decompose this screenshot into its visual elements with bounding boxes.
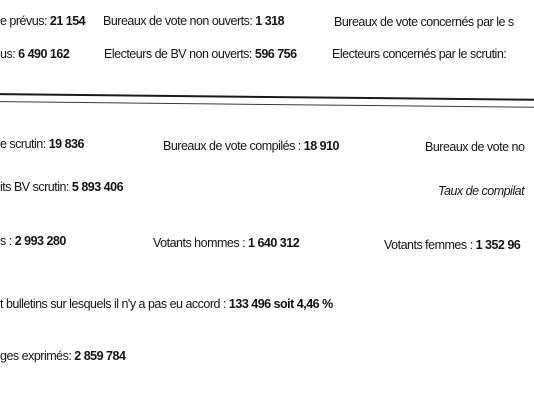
electeurs-bv-non-ouverts-line — [104, 47, 297, 61]
votants-femmes-label: Votants femmes : — [384, 238, 473, 252]
bv-non-compiles-line — [425, 140, 524, 154]
bv-compiles-label: Bureaux de vote compilés : — [163, 139, 301, 153]
electeurs-bv-scrutin-label: its BV scrutin: — [0, 180, 69, 194]
bv-concernes-line — [334, 15, 514, 29]
electeurs-bv-non-ouverts-value: 596 756 — [254, 47, 297, 61]
suffrages-exprimes-label: ges exprimés: — [0, 349, 72, 363]
votants-femmes-line — [384, 238, 520, 252]
bv-compiles-line — [163, 139, 339, 153]
separator-rule-thin — [0, 101, 534, 108]
votants-value: 2 993 280 — [14, 234, 66, 248]
electeurs-inscrits-line — [0, 47, 69, 61]
electeurs-bv-scrutin-line — [0, 180, 123, 194]
suffrages-exprimes-line — [0, 349, 125, 363]
bv-scrutin-line — [0, 137, 84, 151]
electeurs-inscrits-label: us: — [0, 47, 16, 61]
bv-scrutin-label: e scrutin: — [0, 137, 46, 151]
votants-femmes-value: 1 352 96 — [475, 238, 521, 252]
electeurs-concernes-label: Electeurs concernés par le scrutin: — [332, 47, 507, 61]
electeurs-inscrits-value: 6 490 162 — [18, 47, 70, 61]
bulletins-litigieux-label: t bulletins sur lesquels il n'y a pas eu accord : — [0, 297, 226, 311]
suffrages-exprimes-value: 2 859 784 — [74, 349, 126, 363]
bv-non-ouverts-value: 1 318 — [255, 14, 285, 28]
bulletins-litigieux-line — [0, 297, 333, 311]
separator-rule — [0, 93, 534, 101]
prevus-value: 21 154 — [49, 14, 86, 28]
votants-label: s : — [0, 234, 12, 248]
votants-hommes-line — [153, 236, 299, 250]
bv-non-ouverts-line — [103, 14, 284, 28]
bv-compiles-value: 18 910 — [303, 139, 339, 153]
bulletins-litigieux-value: 133 496 soit 4,46 % — [228, 297, 333, 311]
electeurs-bv-scrutin-value: 5 893 406 — [71, 180, 124, 194]
bv-scrutin-value: 19 836 — [48, 137, 84, 151]
bv-non-ouverts-label: Bureaux de vote non ouverts: — [103, 14, 253, 28]
bv-concernes-label: Bureaux de vote concernés par le s — [334, 15, 514, 29]
bv-non-compiles-label: Bureaux de vote no — [425, 140, 525, 154]
prevus-label: e prévus: — [0, 14, 47, 28]
votants-line — [0, 234, 66, 248]
electeurs-bv-non-ouverts-label: Electeurs de BV non ouverts: — [104, 47, 252, 61]
votants-hommes-label: Votants hommes : — [153, 236, 246, 250]
votants-hommes-value: 1 640 312 — [248, 236, 300, 250]
electeurs-concernes-line — [332, 47, 506, 61]
taux-compilation-label: Taux de compilat — [438, 184, 525, 198]
prevus-line — [0, 14, 85, 28]
